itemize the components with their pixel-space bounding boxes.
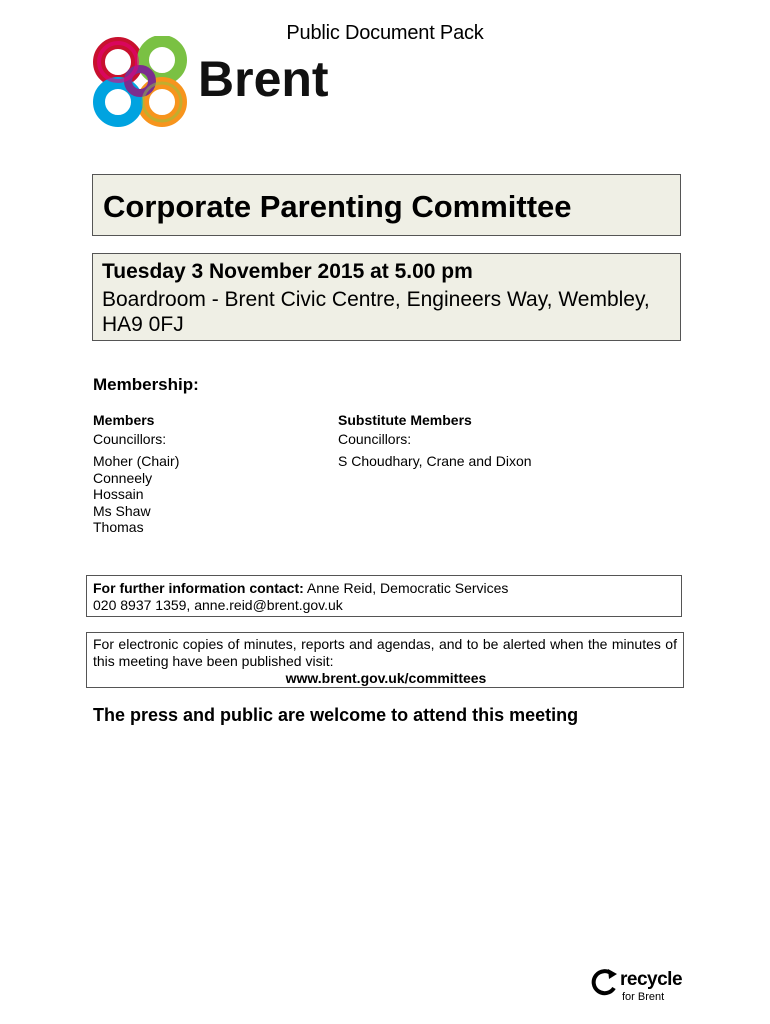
committee-title: Corporate Parenting Committee (103, 189, 572, 224)
contact-details: 020 8937 1359, anne.reid@brent.gov.uk (93, 597, 343, 613)
committee-title-box (92, 174, 681, 236)
member-name: Moher (Chair) (93, 453, 180, 469)
recycle-icon (590, 968, 620, 996)
membership-heading: Membership: (93, 375, 199, 394)
contact-label: For further information contact: (93, 580, 304, 596)
members-heading: Members (93, 412, 155, 428)
press-notice: The press and public are welcome to attend this meeting (93, 705, 579, 725)
electronic-copies-box (86, 632, 684, 688)
member-name: Hossain (93, 486, 144, 503)
logo-wordmark: Brent (198, 51, 329, 107)
members-column (93, 412, 179, 536)
electronic-copies-text: For electronic copies of minutes, reports and agendas, and to be alerted when the minutes of this meeting have been published visit: (93, 636, 677, 669)
meeting-details-box (92, 253, 681, 341)
substitute-names: S Choudhary, Crane and Dixon (338, 453, 532, 469)
meeting-datetime: Tuesday 3 November 2015 at 5.00 pm (102, 260, 473, 283)
recycle-subtitle: for Brent (622, 991, 665, 1003)
brent-logo (92, 36, 352, 128)
contact-box (86, 575, 682, 617)
substitutes-councillors-label: Councillors: (338, 431, 412, 447)
meeting-venue: Boardroom - Brent Civic Centre, Engineers Way, Wembley, HA9 0FJ (102, 288, 650, 336)
contact-line (93, 580, 508, 596)
recycle-logo (590, 966, 690, 1006)
members-councillors-label: Councillors: (93, 431, 167, 447)
substitutes-column (338, 412, 532, 470)
member-name: Ms Shaw (93, 502, 151, 519)
member-name: Thomas (93, 519, 144, 536)
contact-name: Anne Reid, Democratic Services (303, 580, 509, 596)
substitutes-heading: Substitute Members (338, 412, 472, 428)
member-name: Conneely (93, 469, 153, 486)
committees-link[interactable]: www.brent.gov.uk/committees (285, 670, 487, 686)
document-pack-title: Public Document Pack (286, 22, 484, 44)
recycle-word: recycle (620, 969, 683, 990)
brent-logo-icon (92, 36, 188, 128)
